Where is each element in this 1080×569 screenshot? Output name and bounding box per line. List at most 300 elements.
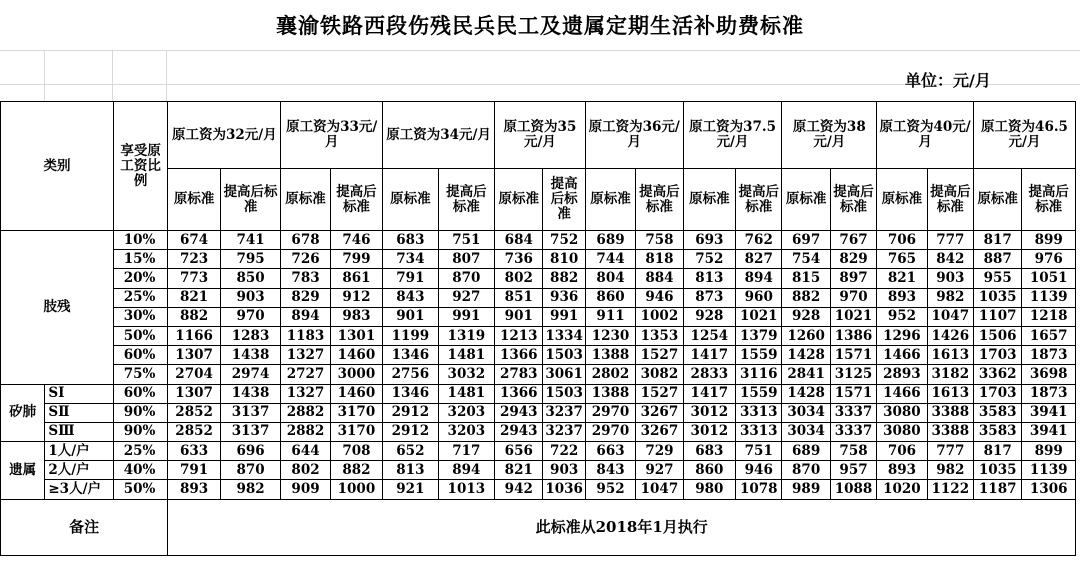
gridline	[44, 50, 45, 101]
table-row	[1, 250, 1076, 269]
remarks-row	[1, 499, 1076, 555]
raised-standard-cell: 1559	[736, 346, 782, 365]
orig-standard-header: 原标准	[585, 169, 635, 231]
raised-standard-cell: 894	[736, 269, 782, 288]
raised-standard-cell: 936	[543, 288, 585, 307]
raised-standard-cell: 912	[330, 288, 382, 307]
raised-standard-cell: 729	[636, 442, 683, 461]
raised-standard-cell: 1571	[830, 384, 876, 403]
orig-standard-cell: 1327	[281, 346, 330, 365]
orig-standard-cell: 2841	[782, 365, 830, 384]
orig-standard-cell: 2783	[495, 365, 543, 384]
raised-standard-cell: 3203	[438, 403, 494, 422]
raised-standard-cell: 1559	[736, 384, 782, 403]
orig-standard-cell: 2727	[281, 365, 330, 384]
subcategory-cell: 1人/户	[45, 442, 114, 461]
orig-standard-cell: 1703	[974, 384, 1022, 403]
orig-standard-cell: 1307	[168, 384, 220, 403]
ratio-cell: 90%	[113, 422, 167, 441]
category-survivor: 遗属	[1, 442, 45, 500]
gridline	[112, 50, 113, 101]
orig-standard-cell: 1254	[683, 326, 735, 345]
raised-standard-cell: 1426	[927, 326, 973, 345]
raised-standard-cell: 1353	[636, 326, 683, 345]
orig-standard-cell: 2882	[281, 403, 330, 422]
orig-standard-cell: 1506	[974, 326, 1022, 345]
raised-standard-cell: 982	[220, 480, 281, 499]
orig-standard-cell: 2970	[585, 422, 635, 441]
orig-standard-cell: 706	[877, 442, 927, 461]
raised-standard-cell: 3170	[330, 403, 382, 422]
orig-standard-cell: 980	[683, 480, 735, 499]
raised-standard-cell: 1047	[636, 480, 683, 499]
orig-standard-cell: 817	[974, 231, 1022, 250]
raised-standard-cell: 3032	[438, 365, 494, 384]
orig-standard-header: 原标准	[168, 169, 220, 231]
subcategory-cell: 2人/户	[45, 461, 114, 480]
orig-standard-cell: 1366	[495, 384, 543, 403]
raised-standard-cell: 3941	[1022, 403, 1076, 422]
raised-standard-cell: 3388	[927, 403, 973, 422]
raised-standard-cell: 927	[636, 461, 683, 480]
wage-group-header: 原工资为33元/月	[281, 102, 383, 169]
orig-standard-cell: 813	[683, 269, 735, 288]
orig-standard-cell: 829	[281, 288, 330, 307]
raised-standard-cell: 882	[543, 269, 585, 288]
raised-standard-cell: 870	[220, 461, 281, 480]
raised-standard-cell: 970	[830, 288, 876, 307]
raised-standard-header: 提高后标准	[543, 169, 585, 231]
raised-standard-cell: 1218	[1022, 307, 1076, 326]
orig-standard-cell: 3362	[974, 365, 1022, 384]
raised-standard-cell: 722	[543, 442, 585, 461]
table-row	[1, 307, 1076, 326]
raised-standard-cell: 1503	[543, 346, 585, 365]
raised-standard-cell: 927	[438, 288, 494, 307]
raised-standard-cell: 894	[438, 461, 494, 480]
raised-standard-cell: 752	[543, 231, 585, 250]
orig-standard-cell: 2852	[168, 403, 220, 422]
orig-standard-cell: 2943	[495, 403, 543, 422]
raised-standard-cell: 1503	[543, 384, 585, 403]
raised-standard-cell: 3267	[636, 403, 683, 422]
orig-standard-cell: 1187	[974, 480, 1022, 499]
gridline	[0, 50, 1080, 51]
raised-standard-cell: 1438	[220, 346, 281, 365]
wage-group-header: 原工资为32元/月	[168, 102, 281, 169]
orig-standard-cell: 1346	[383, 346, 438, 365]
raised-standard-cell: 1613	[927, 384, 973, 403]
orig-standard-cell: 663	[585, 442, 635, 461]
raised-standard-cell: 1481	[438, 384, 494, 403]
ratio-cell: 60%	[113, 384, 167, 403]
raised-standard-cell: 960	[736, 288, 782, 307]
raised-standard-cell: 1021	[830, 307, 876, 326]
raised-standard-cell: 1051	[1022, 269, 1076, 288]
ratio-cell: 60%	[113, 346, 167, 365]
raised-standard-cell: 3061	[543, 365, 585, 384]
orig-standard-cell: 893	[168, 480, 220, 499]
raised-standard-cell: 3267	[636, 422, 683, 441]
raised-standard-cell: 799	[330, 250, 382, 269]
orig-standard-cell: 644	[281, 442, 330, 461]
orig-standard-cell: 3080	[877, 422, 927, 441]
raised-standard-header: 提高后标准	[330, 169, 382, 231]
raised-standard-cell: 1036	[543, 480, 585, 499]
orig-standard-cell: 873	[683, 288, 735, 307]
raised-standard-cell: 741	[220, 231, 281, 250]
orig-standard-cell: 928	[683, 307, 735, 326]
raised-standard-cell: 810	[543, 250, 585, 269]
raised-standard-cell: 1088	[830, 480, 876, 499]
orig-standard-cell: 1107	[974, 307, 1022, 326]
raised-standard-cell: 946	[736, 461, 782, 480]
raised-standard-cell: 3125	[830, 365, 876, 384]
orig-standard-cell: 821	[877, 269, 927, 288]
orig-standard-cell: 1346	[383, 384, 438, 403]
raised-standard-cell: 807	[438, 250, 494, 269]
wage-group-header: 原工资为35元/月	[495, 102, 586, 169]
table-row	[1, 231, 1076, 250]
orig-standard-cell: 870	[782, 461, 830, 480]
orig-standard-cell: 2852	[168, 422, 220, 441]
wage-group-header: 原工资为34元/月	[383, 102, 495, 169]
table-row	[1, 442, 1076, 461]
orig-standard-cell: 1466	[877, 346, 927, 365]
table-row	[1, 288, 1076, 307]
raised-standard-cell: 3203	[438, 422, 494, 441]
subcategory-cell: SⅢ	[45, 422, 114, 441]
raised-standard-cell: 1301	[330, 326, 382, 345]
raised-standard-cell: 1873	[1022, 384, 1076, 403]
remarks-label: 备注	[1, 499, 168, 555]
raised-standard-cell: 991	[543, 307, 585, 326]
orig-standard-cell: 860	[585, 288, 635, 307]
orig-standard-cell: 706	[877, 231, 927, 250]
orig-standard-header: 原标准	[495, 169, 543, 231]
raised-standard-cell: 903	[220, 288, 281, 307]
orig-standard-cell: 2756	[383, 365, 438, 384]
wage-group-header: 原工资为36元/月	[585, 102, 683, 169]
raised-standard-cell: 850	[220, 269, 281, 288]
orig-standard-cell: 656	[495, 442, 543, 461]
wage-group-header: 原工资为38元/月	[782, 102, 877, 169]
raised-standard-cell: 870	[438, 269, 494, 288]
orig-standard-cell: 1296	[877, 326, 927, 345]
orig-standard-cell: 882	[168, 307, 220, 326]
raised-standard-cell: 1481	[438, 346, 494, 365]
orig-standard-cell: 952	[585, 480, 635, 499]
sheet-title: 襄渝铁路西段伤残民兵民工及遗属定期生活补助费标准	[276, 13, 804, 38]
raised-standard-cell: 3000	[330, 365, 382, 384]
raised-standard-cell: 1379	[736, 326, 782, 345]
raised-standard-cell: 3137	[220, 403, 281, 422]
orig-standard-cell: 921	[383, 480, 438, 499]
orig-standard-cell: 1166	[168, 326, 220, 345]
raised-standard-cell: 3337	[830, 403, 876, 422]
orig-standard-cell: 1213	[495, 326, 543, 345]
raised-standard-cell: 1013	[438, 480, 494, 499]
orig-standard-cell: 942	[495, 480, 543, 499]
raised-standard-cell: 818	[636, 250, 683, 269]
ratio-cell: 50%	[113, 480, 167, 499]
raised-standard-cell: 1386	[830, 326, 876, 345]
table-row	[1, 422, 1076, 441]
raised-standard-cell: 3698	[1022, 365, 1076, 384]
orig-standard-cell: 2802	[585, 365, 635, 384]
raised-standard-header: 提高后标准	[736, 169, 782, 231]
orig-standard-cell: 989	[782, 480, 830, 499]
orig-standard-cell: 683	[683, 442, 735, 461]
raised-standard-header: 提高后标准	[636, 169, 683, 231]
orig-standard-header: 原标准	[683, 169, 735, 231]
category-limb: 肢残	[1, 231, 114, 385]
orig-standard-cell: 815	[782, 269, 830, 288]
orig-standard-cell: 734	[383, 250, 438, 269]
orig-standard-cell: 3080	[877, 403, 927, 422]
orig-standard-cell: 2882	[281, 422, 330, 441]
orig-standard-cell: 1428	[782, 346, 830, 365]
raised-standard-cell: 982	[927, 288, 973, 307]
raised-standard-cell: 1334	[543, 326, 585, 345]
raised-standard-header: 提高后标准	[438, 169, 494, 231]
orig-standard-cell: 804	[585, 269, 635, 288]
raised-standard-cell: 842	[927, 250, 973, 269]
orig-standard-cell: 773	[168, 269, 220, 288]
orig-standard-cell: 791	[383, 269, 438, 288]
ratio-cell: 10%	[113, 231, 167, 250]
orig-standard-header: 原标准	[383, 169, 438, 231]
orig-standard-cell: 693	[683, 231, 735, 250]
orig-standard-cell: 893	[877, 288, 927, 307]
orig-standard-cell: 1428	[782, 384, 830, 403]
raised-standard-cell: 983	[330, 307, 382, 326]
raised-standard-cell: 777	[927, 231, 973, 250]
raised-standard-cell: 1122	[927, 480, 973, 499]
orig-standard-cell: 1327	[281, 384, 330, 403]
raised-standard-cell: 1613	[927, 346, 973, 365]
orig-standard-cell: 817	[974, 442, 1022, 461]
raised-standard-header: 提高后标准	[830, 169, 876, 231]
raised-standard-cell: 762	[736, 231, 782, 250]
orig-standard-cell: 1230	[585, 326, 635, 345]
orig-standard-header: 原标准	[877, 169, 927, 231]
orig-standard-cell: 2833	[683, 365, 735, 384]
orig-standard-cell: 683	[383, 231, 438, 250]
orig-standard-cell: 723	[168, 250, 220, 269]
table-row	[1, 269, 1076, 288]
orig-standard-cell: 2912	[383, 403, 438, 422]
raised-standard-cell: 1527	[636, 346, 683, 365]
orig-standard-cell: 882	[782, 288, 830, 307]
subcategory-cell: ≥3人/户	[45, 480, 114, 499]
orig-standard-cell: 1199	[383, 326, 438, 345]
orig-standard-cell: 633	[168, 442, 220, 461]
raised-standard-cell: 717	[438, 442, 494, 461]
orig-standard-cell: 1366	[495, 346, 543, 365]
orig-standard-cell: 2970	[585, 403, 635, 422]
orig-standard-cell: 744	[585, 250, 635, 269]
orig-standard-cell: 901	[383, 307, 438, 326]
ratio-cell: 15%	[113, 250, 167, 269]
raised-standard-cell: 946	[636, 288, 683, 307]
raised-standard-cell: 1873	[1022, 346, 1076, 365]
orig-standard-cell: 1035	[974, 461, 1022, 480]
table-row	[1, 403, 1076, 422]
orig-standard-cell: 1388	[585, 384, 635, 403]
raised-standard-cell: 897	[830, 269, 876, 288]
table-row	[1, 326, 1076, 345]
raised-standard-cell: 1021	[736, 307, 782, 326]
raised-standard-cell: 899	[1022, 231, 1076, 250]
orig-standard-cell: 3583	[974, 403, 1022, 422]
raised-standard-cell: 861	[330, 269, 382, 288]
category-silicosis: 矽肺	[1, 384, 45, 442]
orig-standard-cell: 2912	[383, 422, 438, 441]
orig-standard-cell: 911	[585, 307, 635, 326]
raised-standard-cell: 1319	[438, 326, 494, 345]
orig-standard-cell: 689	[782, 442, 830, 461]
raised-standard-cell: 970	[220, 307, 281, 326]
orig-standard-cell: 893	[877, 461, 927, 480]
orig-standard-cell: 752	[683, 250, 735, 269]
raised-standard-cell: 758	[636, 231, 683, 250]
raised-standard-cell: 899	[1022, 442, 1076, 461]
orig-standard-cell: 821	[168, 288, 220, 307]
raised-standard-cell: 1571	[830, 346, 876, 365]
raised-standard-cell: 976	[1022, 250, 1076, 269]
orig-standard-cell: 851	[495, 288, 543, 307]
orig-standard-cell: 901	[495, 307, 543, 326]
raised-standard-cell: 1438	[220, 384, 281, 403]
orig-standard-cell: 909	[281, 480, 330, 499]
category-header: 类别	[1, 102, 114, 231]
raised-standard-cell: 3941	[1022, 422, 1076, 441]
subsidy-table	[0, 101, 1076, 556]
orig-standard-cell: 736	[495, 250, 543, 269]
raised-standard-cell: 1139	[1022, 288, 1076, 307]
orig-standard-cell: 955	[974, 269, 1022, 288]
orig-standard-cell: 1183	[281, 326, 330, 345]
raised-standard-cell: 3137	[220, 422, 281, 441]
header-row-1	[1, 102, 1076, 169]
orig-standard-cell: 2893	[877, 365, 927, 384]
raised-standard-header: 提高后标准	[220, 169, 281, 231]
raised-standard-cell: 3388	[927, 422, 973, 441]
ratio-cell: 25%	[113, 442, 167, 461]
orig-standard-cell: 678	[281, 231, 330, 250]
orig-standard-cell: 860	[683, 461, 735, 480]
table-row	[1, 461, 1076, 480]
raised-standard-cell: 3116	[736, 365, 782, 384]
orig-standard-cell: 1307	[168, 346, 220, 365]
raised-standard-cell: 1078	[736, 480, 782, 499]
orig-standard-cell: 1260	[782, 326, 830, 345]
raised-standard-cell: 3313	[736, 403, 782, 422]
raised-standard-cell: 1047	[927, 307, 973, 326]
orig-standard-cell: 726	[281, 250, 330, 269]
raised-standard-cell: 957	[830, 461, 876, 480]
raised-standard-header: 提高后标准	[927, 169, 973, 231]
orig-standard-cell: 3012	[683, 422, 735, 441]
orig-standard-cell: 887	[974, 250, 1022, 269]
raised-standard-header: 提高后标准	[1022, 169, 1076, 231]
ratio-cell: 20%	[113, 269, 167, 288]
orig-standard-cell: 802	[495, 269, 543, 288]
orig-standard-cell: 813	[383, 461, 438, 480]
raised-standard-cell: 1527	[636, 384, 683, 403]
raised-standard-cell: 1283	[220, 326, 281, 345]
table-row	[1, 480, 1076, 499]
raised-standard-cell: 3082	[636, 365, 683, 384]
orig-standard-cell: 689	[585, 231, 635, 250]
orig-standard-cell: 843	[585, 461, 635, 480]
ratio-cell: 40%	[113, 461, 167, 480]
raised-standard-cell: 3237	[543, 422, 585, 441]
wage-group-header: 原工资为46.5元/月	[974, 102, 1076, 169]
orig-standard-cell: 928	[782, 307, 830, 326]
raised-standard-cell: 1306	[1022, 480, 1076, 499]
orig-standard-cell: 1388	[585, 346, 635, 365]
raised-standard-cell: 3237	[543, 403, 585, 422]
raised-standard-cell: 1000	[330, 480, 382, 499]
subcategory-cell: SⅠ	[45, 384, 114, 403]
remarks-text: 此标准从2018年1月执行	[168, 499, 1076, 555]
raised-standard-cell: 2974	[220, 365, 281, 384]
ratio-cell: 50%	[113, 326, 167, 345]
orig-standard-cell: 684	[495, 231, 543, 250]
orig-standard-cell: 2704	[168, 365, 220, 384]
raised-standard-cell: 751	[736, 442, 782, 461]
orig-standard-cell: 1703	[974, 346, 1022, 365]
raised-standard-cell: 1657	[1022, 326, 1076, 345]
orig-standard-cell: 3034	[782, 403, 830, 422]
raised-standard-cell: 903	[543, 461, 585, 480]
raised-standard-cell: 777	[927, 442, 973, 461]
ratio-cell: 25%	[113, 288, 167, 307]
raised-standard-cell: 903	[927, 269, 973, 288]
orig-standard-cell: 894	[281, 307, 330, 326]
raised-standard-cell: 982	[927, 461, 973, 480]
table-row	[1, 365, 1076, 384]
raised-standard-cell: 1460	[330, 384, 382, 403]
orig-standard-cell: 674	[168, 231, 220, 250]
wage-group-header: 原工资为37.5元/月	[683, 102, 782, 169]
orig-standard-cell: 1020	[877, 480, 927, 499]
orig-standard-cell: 1466	[877, 384, 927, 403]
orig-standard-cell: 843	[383, 288, 438, 307]
orig-standard-cell: 783	[281, 269, 330, 288]
raised-standard-cell: 884	[636, 269, 683, 288]
orig-standard-cell: 791	[168, 461, 220, 480]
raised-standard-cell: 827	[736, 250, 782, 269]
raised-standard-cell: 795	[220, 250, 281, 269]
raised-standard-cell: 3337	[830, 422, 876, 441]
raised-standard-cell: 1460	[330, 346, 382, 365]
ratio-cell: 90%	[113, 403, 167, 422]
raised-standard-cell: 708	[330, 442, 382, 461]
raised-standard-cell: 1002	[636, 307, 683, 326]
raised-standard-cell: 991	[438, 307, 494, 326]
orig-standard-cell: 821	[495, 461, 543, 480]
orig-standard-cell: 2943	[495, 422, 543, 441]
raised-standard-cell: 746	[330, 231, 382, 250]
table-row	[1, 346, 1076, 365]
orig-standard-cell: 952	[877, 307, 927, 326]
raised-standard-cell: 3182	[927, 365, 973, 384]
orig-standard-cell: 652	[383, 442, 438, 461]
wage-group-header: 原工资为40元/月	[877, 102, 974, 169]
